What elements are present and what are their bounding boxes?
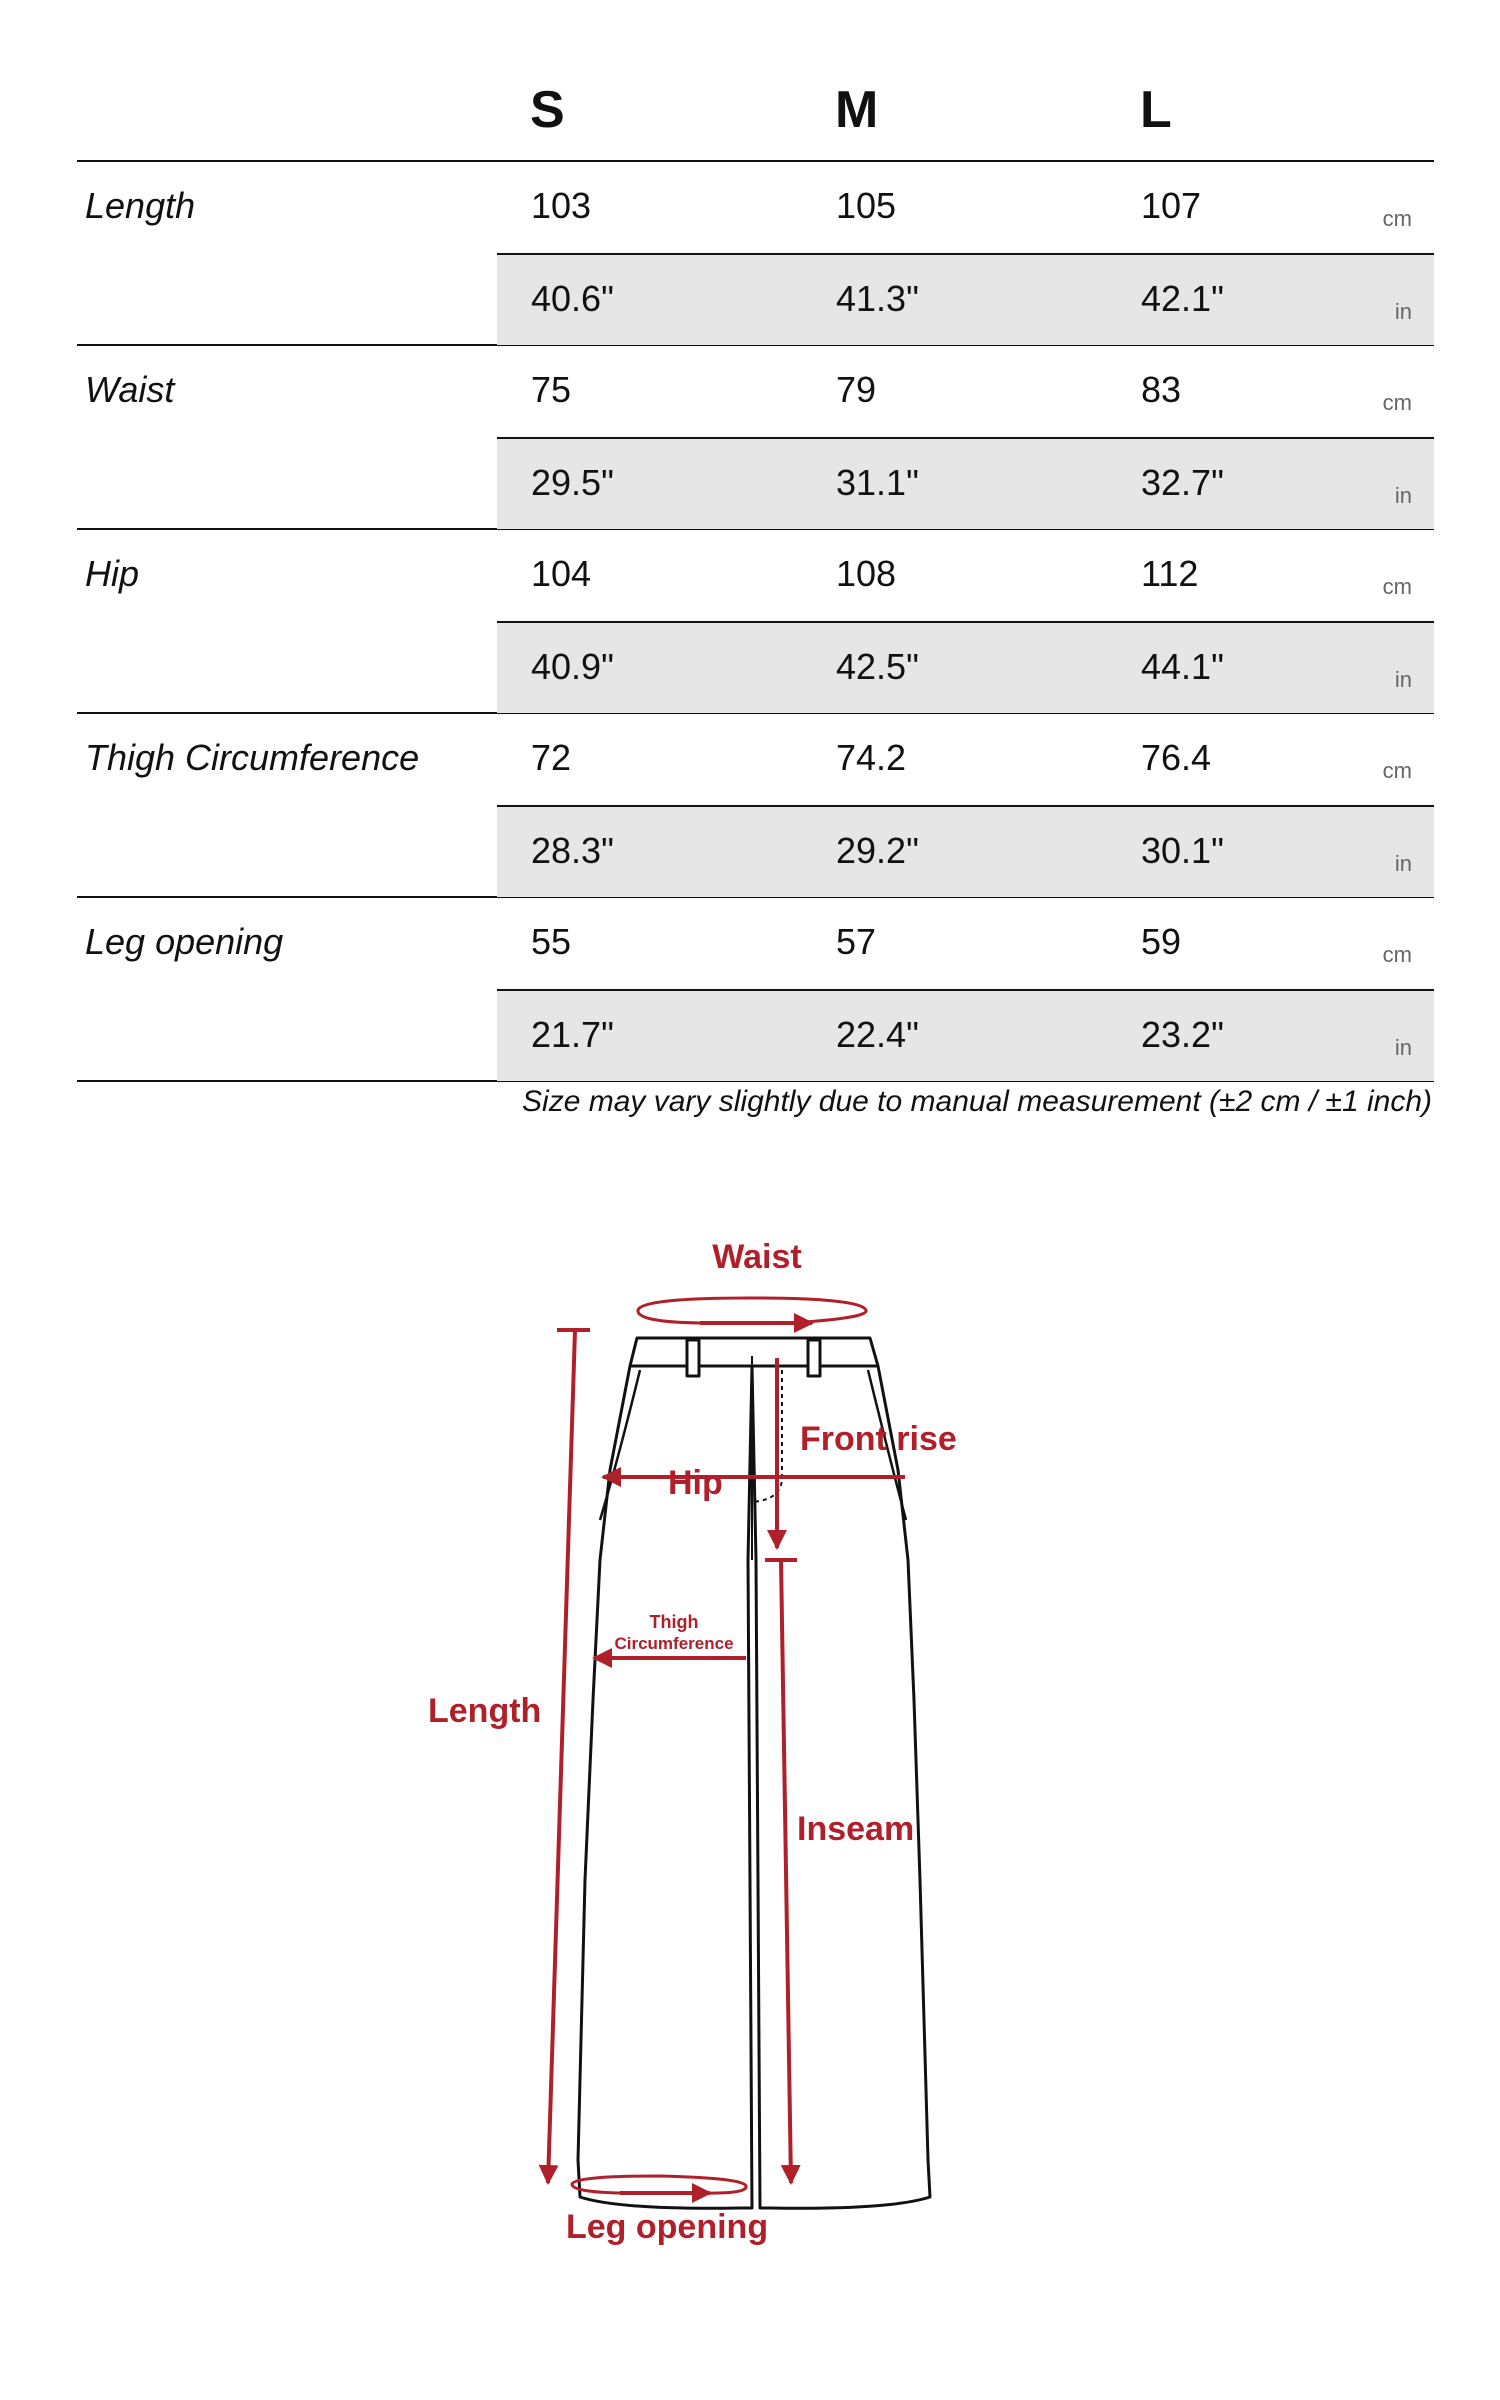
size-header-s: S xyxy=(530,81,565,139)
label-front-rise: Front rise xyxy=(800,1420,957,1458)
unit-in: in xyxy=(1394,299,1412,324)
row-in xyxy=(497,805,1434,897)
measurement-length xyxy=(77,162,1434,346)
cell-m-cm: 57 xyxy=(836,921,877,962)
pants-measurement-diagram xyxy=(0,1180,1500,2260)
cell-s-cm: 72 xyxy=(531,737,572,778)
cell-l-cm: 112 xyxy=(1141,553,1199,594)
unit-cm: cm xyxy=(1382,390,1412,415)
measurement-leg-opening xyxy=(77,898,1434,1082)
row-cm xyxy=(497,898,1434,988)
cell-s-cm: 55 xyxy=(531,921,572,962)
cell-m-in: 29.2" xyxy=(836,830,919,871)
cell-s-in: 40.9" xyxy=(531,646,614,687)
row-in xyxy=(497,253,1434,345)
cell-m-in: 41.3" xyxy=(836,278,919,319)
cell-s-in: 40.6" xyxy=(531,278,614,319)
cell-m-in: 42.5" xyxy=(836,646,919,687)
measurement-label: Thigh Circumference xyxy=(85,737,420,778)
label-thigh-line2: Circumference xyxy=(614,1634,734,1653)
size-header-row xyxy=(77,70,1434,162)
inseam-arrow xyxy=(781,1560,791,2183)
unit-in: in xyxy=(1394,851,1412,876)
cell-l-in: 30.1" xyxy=(1141,830,1224,871)
unit-in: in xyxy=(1394,1035,1412,1060)
unit-cm: cm xyxy=(1382,942,1412,967)
label-length: Length xyxy=(428,1692,542,1730)
cell-m-in: 22.4" xyxy=(836,1014,919,1055)
cell-l-cm: 83 xyxy=(1141,369,1182,410)
measurement-label: Hip xyxy=(85,553,140,594)
cell-m-cm: 105 xyxy=(836,185,897,226)
measurement-waist xyxy=(77,346,1434,530)
belt-loop-right xyxy=(808,1340,820,1376)
cell-m-cm: 74.2 xyxy=(836,737,907,778)
row-cm xyxy=(497,162,1434,252)
measurement-thigh-circumference xyxy=(77,714,1434,898)
cell-s-cm: 75 xyxy=(531,369,572,410)
row-in xyxy=(497,989,1434,1081)
measurement-label: Waist xyxy=(85,369,175,410)
unit-cm: cm xyxy=(1382,574,1412,599)
cell-l-cm: 107 xyxy=(1141,185,1202,226)
measurement-note: Size may vary slightly due to manual measurement (±2 cm / ±1 inch) xyxy=(522,1085,1432,1118)
cell-m-in: 31.1" xyxy=(836,462,919,503)
size-table xyxy=(77,70,1434,1082)
cell-s-in: 21.7" xyxy=(531,1014,614,1055)
cell-m-cm: 79 xyxy=(836,369,877,410)
pocket-left xyxy=(600,1370,640,1520)
cell-s-in: 28.3" xyxy=(531,830,614,871)
unit-in: in xyxy=(1394,483,1412,508)
row-cm xyxy=(497,714,1434,804)
size-header-l: L xyxy=(1140,81,1172,139)
belt-loop-left xyxy=(687,1340,699,1376)
unit-cm: cm xyxy=(1382,206,1412,231)
leg-opening-ellipse xyxy=(572,2176,746,2193)
label-thigh-line1: Thigh xyxy=(649,1612,699,1632)
label-inseam: Inseam xyxy=(797,1810,915,1848)
row-cm xyxy=(497,530,1434,620)
measurement-hip xyxy=(77,530,1434,714)
row-in xyxy=(497,437,1434,529)
label-hip: Hip xyxy=(668,1464,723,1502)
label-leg-opening: Leg opening xyxy=(566,2208,769,2246)
cell-l-in: 44.1" xyxy=(1141,646,1224,687)
cell-m-cm: 108 xyxy=(836,553,897,594)
label-waist: Waist xyxy=(712,1238,802,1276)
cell-l-in: 32.7" xyxy=(1141,462,1224,503)
waistband xyxy=(630,1338,878,1366)
cell-s-cm: 103 xyxy=(531,185,592,226)
cell-s-in: 29.5" xyxy=(531,462,614,503)
left-leg xyxy=(578,1366,752,2208)
measurement-label: Length xyxy=(85,185,196,226)
unit-cm: cm xyxy=(1382,758,1412,783)
length-arrow xyxy=(548,1330,575,2183)
unit-in: in xyxy=(1394,667,1412,692)
measurement-label: Leg opening xyxy=(85,921,284,962)
row-cm xyxy=(497,346,1434,436)
waist-ellipse xyxy=(638,1298,866,1323)
pants-outline xyxy=(578,1338,930,2208)
cell-l-cm: 76.4 xyxy=(1141,737,1212,778)
cell-l-in: 23.2" xyxy=(1141,1014,1224,1055)
size-header-m: M xyxy=(835,81,879,139)
cell-l-in: 42.1" xyxy=(1141,278,1224,319)
row-in xyxy=(497,621,1434,713)
cell-s-cm: 104 xyxy=(531,553,592,594)
cell-l-cm: 59 xyxy=(1141,921,1182,962)
